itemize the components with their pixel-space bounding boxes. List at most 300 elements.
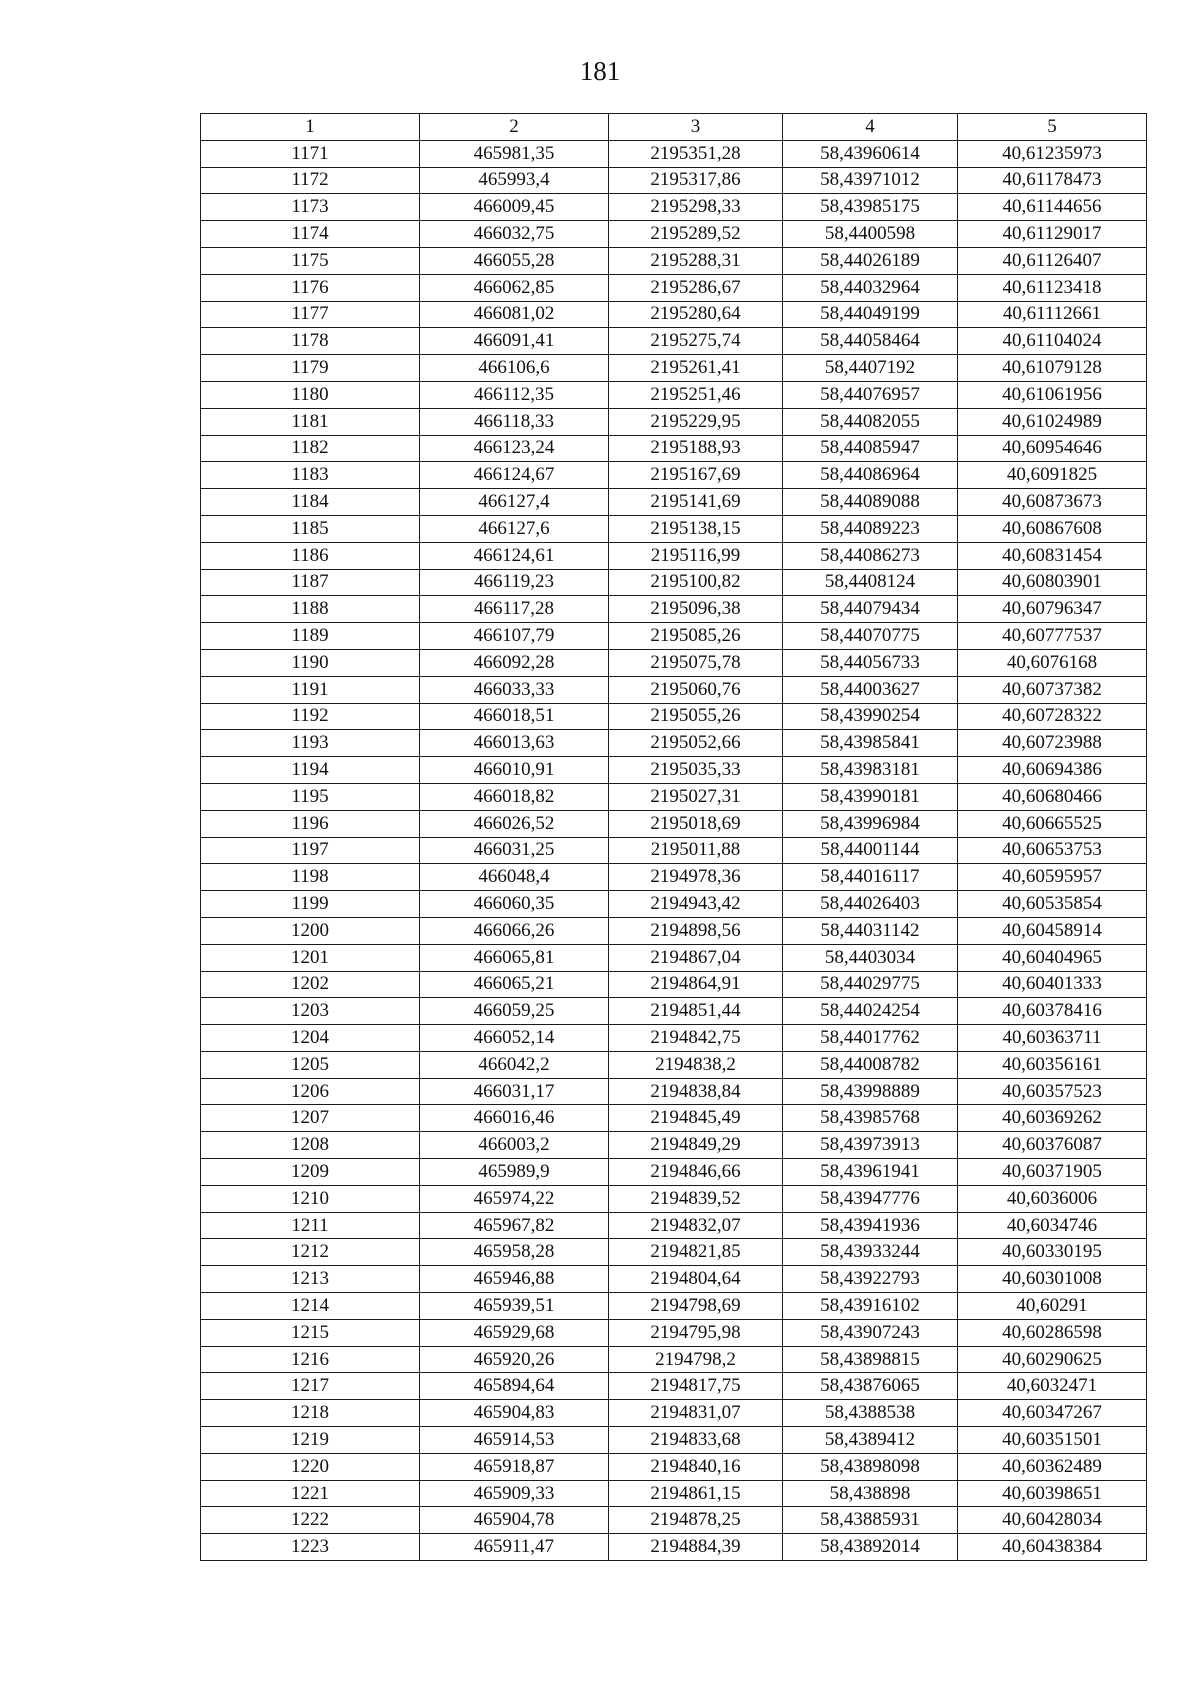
x-coordinate-cell: 466124,67 <box>420 462 609 489</box>
table-header-row <box>201 114 1147 141</box>
point-number-cell: 1205 <box>201 1051 420 1078</box>
latitude-cell: 58,43933244 <box>783 1239 958 1266</box>
y-coordinate-cell: 2194838,84 <box>609 1078 783 1105</box>
longitude-cell: 40,60796347 <box>958 596 1147 623</box>
point-number-cell: 1188 <box>201 596 420 623</box>
point-number-cell: 1217 <box>201 1373 420 1400</box>
y-coordinate-cell: 2195229,95 <box>609 408 783 435</box>
table-row <box>201 1373 1147 1400</box>
latitude-cell: 58,43876065 <box>783 1373 958 1400</box>
y-coordinate-cell: 2195011,88 <box>609 837 783 864</box>
table-row <box>201 1293 1147 1320</box>
x-coordinate-cell: 466065,81 <box>420 944 609 971</box>
longitude-cell: 40,60728322 <box>958 703 1147 730</box>
latitude-cell: 58,43907243 <box>783 1319 958 1346</box>
point-number-cell: 1176 <box>201 274 420 301</box>
longitude-cell: 40,60378416 <box>958 998 1147 1025</box>
y-coordinate-cell: 2194832,07 <box>609 1212 783 1239</box>
table-row <box>201 998 1147 1025</box>
table-row <box>201 1319 1147 1346</box>
longitude-cell: 40,61061956 <box>958 381 1147 408</box>
table-row <box>201 864 1147 891</box>
latitude-cell: 58,43971012 <box>783 167 958 194</box>
table-row <box>201 301 1147 328</box>
point-number-cell: 1203 <box>201 998 420 1025</box>
table-row <box>201 703 1147 730</box>
point-number-cell: 1211 <box>201 1212 420 1239</box>
y-coordinate-cell: 2194978,36 <box>609 864 783 891</box>
x-coordinate-cell: 466013,63 <box>420 730 609 757</box>
latitude-cell: 58,44085947 <box>783 435 958 462</box>
longitude-cell: 40,60737382 <box>958 676 1147 703</box>
table-row <box>201 944 1147 971</box>
x-coordinate-cell: 465974,22 <box>420 1185 609 1212</box>
longitude-cell: 40,60777537 <box>958 623 1147 650</box>
longitude-cell: 40,60286598 <box>958 1319 1147 1346</box>
y-coordinate-cell: 2195100,82 <box>609 569 783 596</box>
y-coordinate-cell: 2194943,42 <box>609 891 783 918</box>
y-coordinate-cell: 2194851,44 <box>609 998 783 1025</box>
table-row <box>201 381 1147 408</box>
y-coordinate-cell: 2194898,56 <box>609 917 783 944</box>
x-coordinate-cell: 465894,64 <box>420 1373 609 1400</box>
point-number-cell: 1198 <box>201 864 420 891</box>
x-coordinate-cell: 465911,47 <box>420 1534 609 1561</box>
latitude-cell: 58,43985175 <box>783 194 958 221</box>
y-coordinate-cell: 2194842,75 <box>609 1025 783 1052</box>
y-coordinate-cell: 2194838,2 <box>609 1051 783 1078</box>
x-coordinate-cell: 466062,85 <box>420 274 609 301</box>
x-coordinate-cell: 466118,33 <box>420 408 609 435</box>
point-number-cell: 1218 <box>201 1400 420 1427</box>
y-coordinate-cell: 2195060,76 <box>609 676 783 703</box>
point-number-cell: 1191 <box>201 676 420 703</box>
table-row <box>201 328 1147 355</box>
point-number-cell: 1174 <box>201 221 420 248</box>
latitude-cell: 58,44001144 <box>783 837 958 864</box>
table-row <box>201 917 1147 944</box>
x-coordinate-cell: 466009,45 <box>420 194 609 221</box>
table-row <box>201 676 1147 703</box>
latitude-cell: 58,43941936 <box>783 1212 958 1239</box>
table-row <box>201 515 1147 542</box>
y-coordinate-cell: 2195027,31 <box>609 783 783 810</box>
table-row <box>201 1534 1147 1561</box>
y-coordinate-cell: 2194804,64 <box>609 1266 783 1293</box>
column-header: 1 <box>201 114 420 141</box>
y-coordinate-cell: 2195096,38 <box>609 596 783 623</box>
point-number-cell: 1214 <box>201 1293 420 1320</box>
longitude-cell: 40,61079128 <box>958 355 1147 382</box>
point-number-cell: 1197 <box>201 837 420 864</box>
longitude-cell: 40,60330195 <box>958 1239 1147 1266</box>
latitude-cell: 58,44089223 <box>783 515 958 542</box>
point-number-cell: 1212 <box>201 1239 420 1266</box>
point-number-cell: 1187 <box>201 569 420 596</box>
x-coordinate-cell: 466031,17 <box>420 1078 609 1105</box>
table-row <box>201 1159 1147 1186</box>
table-row <box>201 1480 1147 1507</box>
table-row <box>201 810 1147 837</box>
point-number-cell: 1196 <box>201 810 420 837</box>
longitude-cell: 40,60438384 <box>958 1534 1147 1561</box>
latitude-cell: 58,44056733 <box>783 649 958 676</box>
y-coordinate-cell: 2195188,93 <box>609 435 783 462</box>
latitude-cell: 58,44070775 <box>783 623 958 650</box>
point-number-cell: 1192 <box>201 703 420 730</box>
longitude-cell: 40,60723988 <box>958 730 1147 757</box>
point-number-cell: 1223 <box>201 1534 420 1561</box>
x-coordinate-cell: 466119,23 <box>420 569 609 596</box>
table-row <box>201 1105 1147 1132</box>
y-coordinate-cell: 2194798,2 <box>609 1346 783 1373</box>
longitude-cell: 40,6091825 <box>958 462 1147 489</box>
latitude-cell: 58,43973913 <box>783 1132 958 1159</box>
table-row <box>201 783 1147 810</box>
latitude-cell: 58,43885931 <box>783 1507 958 1534</box>
longitude-cell: 40,60291 <box>958 1293 1147 1320</box>
x-coordinate-cell: 466117,28 <box>420 596 609 623</box>
x-coordinate-cell: 466031,25 <box>420 837 609 864</box>
point-number-cell: 1193 <box>201 730 420 757</box>
table-body <box>201 140 1147 1560</box>
latitude-cell: 58,44076957 <box>783 381 958 408</box>
longitude-cell: 40,60595957 <box>958 864 1147 891</box>
longitude-cell: 40,6034746 <box>958 1212 1147 1239</box>
x-coordinate-cell: 466107,79 <box>420 623 609 650</box>
longitude-cell: 40,60347267 <box>958 1400 1147 1427</box>
table-row <box>201 891 1147 918</box>
longitude-cell: 40,60831454 <box>958 542 1147 569</box>
y-coordinate-cell: 2195286,67 <box>609 274 783 301</box>
column-header: 5 <box>958 114 1147 141</box>
point-number-cell: 1195 <box>201 783 420 810</box>
x-coordinate-cell: 465981,35 <box>420 140 609 167</box>
point-number-cell: 1190 <box>201 649 420 676</box>
longitude-cell: 40,60694386 <box>958 757 1147 784</box>
longitude-cell: 40,60680466 <box>958 783 1147 810</box>
longitude-cell: 40,61235973 <box>958 140 1147 167</box>
point-number-cell: 1207 <box>201 1105 420 1132</box>
x-coordinate-cell: 466127,6 <box>420 515 609 542</box>
latitude-cell: 58,43990181 <box>783 783 958 810</box>
y-coordinate-cell: 2195138,15 <box>609 515 783 542</box>
y-coordinate-cell: 2195288,31 <box>609 247 783 274</box>
table-row <box>201 1025 1147 1052</box>
latitude-cell: 58,44079434 <box>783 596 958 623</box>
longitude-cell: 40,60357523 <box>958 1078 1147 1105</box>
longitude-cell: 40,61126407 <box>958 247 1147 274</box>
x-coordinate-cell: 466052,14 <box>420 1025 609 1052</box>
longitude-cell: 40,60356161 <box>958 1051 1147 1078</box>
table-row <box>201 1051 1147 1078</box>
longitude-cell: 40,60301008 <box>958 1266 1147 1293</box>
latitude-cell: 58,44082055 <box>783 408 958 435</box>
point-number-cell: 1206 <box>201 1078 420 1105</box>
longitude-cell: 40,60398651 <box>958 1480 1147 1507</box>
point-number-cell: 1186 <box>201 542 420 569</box>
y-coordinate-cell: 2194840,16 <box>609 1453 783 1480</box>
table-row <box>201 1185 1147 1212</box>
y-coordinate-cell: 2195035,33 <box>609 757 783 784</box>
point-number-cell: 1182 <box>201 435 420 462</box>
point-number-cell: 1221 <box>201 1480 420 1507</box>
table-row <box>201 408 1147 435</box>
point-number-cell: 1185 <box>201 515 420 542</box>
y-coordinate-cell: 2194817,75 <box>609 1373 783 1400</box>
y-coordinate-cell: 2194831,07 <box>609 1400 783 1427</box>
point-number-cell: 1208 <box>201 1132 420 1159</box>
point-number-cell: 1204 <box>201 1025 420 1052</box>
point-number-cell: 1209 <box>201 1159 420 1186</box>
latitude-cell: 58,4407192 <box>783 355 958 382</box>
y-coordinate-cell: 2195298,33 <box>609 194 783 221</box>
latitude-cell: 58,44008782 <box>783 1051 958 1078</box>
latitude-cell: 58,43892014 <box>783 1534 958 1561</box>
x-coordinate-cell: 466092,28 <box>420 649 609 676</box>
table-row <box>201 1453 1147 1480</box>
x-coordinate-cell: 465904,83 <box>420 1400 609 1427</box>
point-number-cell: 1177 <box>201 301 420 328</box>
x-coordinate-cell: 466091,41 <box>420 328 609 355</box>
x-coordinate-cell: 465918,87 <box>420 1453 609 1480</box>
latitude-cell: 58,44003627 <box>783 676 958 703</box>
x-coordinate-cell: 466059,25 <box>420 998 609 1025</box>
point-number-cell: 1200 <box>201 917 420 944</box>
latitude-cell: 58,43985841 <box>783 730 958 757</box>
x-coordinate-cell: 466003,2 <box>420 1132 609 1159</box>
latitude-cell: 58,44086964 <box>783 462 958 489</box>
latitude-cell: 58,4400598 <box>783 221 958 248</box>
x-coordinate-cell: 465946,88 <box>420 1266 609 1293</box>
latitude-cell: 58,43985768 <box>783 1105 958 1132</box>
x-coordinate-cell: 465939,51 <box>420 1293 609 1320</box>
longitude-cell: 40,61178473 <box>958 167 1147 194</box>
longitude-cell: 40,61104024 <box>958 328 1147 355</box>
y-coordinate-cell: 2194861,15 <box>609 1480 783 1507</box>
x-coordinate-cell: 466112,35 <box>420 381 609 408</box>
table-row <box>201 649 1147 676</box>
point-number-cell: 1178 <box>201 328 420 355</box>
y-coordinate-cell: 2195167,69 <box>609 462 783 489</box>
x-coordinate-cell: 466018,51 <box>420 703 609 730</box>
x-coordinate-cell: 465958,28 <box>420 1239 609 1266</box>
y-coordinate-cell: 2194795,98 <box>609 1319 783 1346</box>
latitude-cell: 58,44089088 <box>783 489 958 516</box>
longitude-cell: 40,60362489 <box>958 1453 1147 1480</box>
latitude-cell: 58,43990254 <box>783 703 958 730</box>
table-row <box>201 355 1147 382</box>
longitude-cell: 40,61129017 <box>958 221 1147 248</box>
latitude-cell: 58,43922793 <box>783 1266 958 1293</box>
latitude-cell: 58,4388538 <box>783 1400 958 1427</box>
point-number-cell: 1201 <box>201 944 420 971</box>
latitude-cell: 58,44026189 <box>783 247 958 274</box>
latitude-cell: 58,4403034 <box>783 944 958 971</box>
latitude-cell: 58,43916102 <box>783 1293 958 1320</box>
y-coordinate-cell: 2194884,39 <box>609 1534 783 1561</box>
y-coordinate-cell: 2194864,91 <box>609 971 783 998</box>
longitude-cell: 40,60376087 <box>958 1132 1147 1159</box>
point-number-cell: 1179 <box>201 355 420 382</box>
x-coordinate-cell: 466124,61 <box>420 542 609 569</box>
latitude-cell: 58,43961941 <box>783 1159 958 1186</box>
longitude-cell: 40,60371905 <box>958 1159 1147 1186</box>
longitude-cell: 40,61144656 <box>958 194 1147 221</box>
coordinates-table <box>200 113 1147 1561</box>
point-number-cell: 1202 <box>201 971 420 998</box>
longitude-cell: 40,60428034 <box>958 1507 1147 1534</box>
longitude-cell: 40,60954646 <box>958 435 1147 462</box>
y-coordinate-cell: 2195116,99 <box>609 542 783 569</box>
longitude-cell: 40,6076168 <box>958 649 1147 676</box>
point-number-cell: 1220 <box>201 1453 420 1480</box>
latitude-cell: 58,44058464 <box>783 328 958 355</box>
longitude-cell: 40,60803901 <box>958 569 1147 596</box>
point-number-cell: 1171 <box>201 140 420 167</box>
longitude-cell: 40,60458914 <box>958 917 1147 944</box>
y-coordinate-cell: 2194833,68 <box>609 1427 783 1454</box>
x-coordinate-cell: 465909,33 <box>420 1480 609 1507</box>
table-row <box>201 757 1147 784</box>
point-number-cell: 1213 <box>201 1266 420 1293</box>
table-row <box>201 247 1147 274</box>
latitude-cell: 58,44024254 <box>783 998 958 1025</box>
point-number-cell: 1222 <box>201 1507 420 1534</box>
x-coordinate-cell: 466042,2 <box>420 1051 609 1078</box>
x-coordinate-cell: 465989,9 <box>420 1159 609 1186</box>
x-coordinate-cell: 466010,91 <box>420 757 609 784</box>
x-coordinate-cell: 466016,46 <box>420 1105 609 1132</box>
latitude-cell: 58,43998889 <box>783 1078 958 1105</box>
y-coordinate-cell: 2195261,41 <box>609 355 783 382</box>
latitude-cell: 58,44086273 <box>783 542 958 569</box>
longitude-cell: 40,61123418 <box>958 274 1147 301</box>
longitude-cell: 40,60401333 <box>958 971 1147 998</box>
table-row <box>201 596 1147 623</box>
point-number-cell: 1199 <box>201 891 420 918</box>
longitude-cell: 40,60653753 <box>958 837 1147 864</box>
table-row <box>201 1212 1147 1239</box>
y-coordinate-cell: 2195085,26 <box>609 623 783 650</box>
x-coordinate-cell: 465993,4 <box>420 167 609 194</box>
y-coordinate-cell: 2195275,74 <box>609 328 783 355</box>
x-coordinate-cell: 466127,4 <box>420 489 609 516</box>
x-coordinate-cell: 465914,53 <box>420 1427 609 1454</box>
latitude-cell: 58,43996984 <box>783 810 958 837</box>
x-coordinate-cell: 466060,35 <box>420 891 609 918</box>
table-row <box>201 274 1147 301</box>
x-coordinate-cell: 466065,21 <box>420 971 609 998</box>
latitude-cell: 58,44049199 <box>783 301 958 328</box>
table-row <box>201 971 1147 998</box>
y-coordinate-cell: 2195317,86 <box>609 167 783 194</box>
latitude-cell: 58,4408124 <box>783 569 958 596</box>
latitude-cell: 58,44032964 <box>783 274 958 301</box>
y-coordinate-cell: 2195052,66 <box>609 730 783 757</box>
y-coordinate-cell: 2194798,69 <box>609 1293 783 1320</box>
latitude-cell: 58,44029775 <box>783 971 958 998</box>
point-number-cell: 1216 <box>201 1346 420 1373</box>
table-row <box>201 489 1147 516</box>
y-coordinate-cell: 2194878,25 <box>609 1507 783 1534</box>
table-row <box>201 542 1147 569</box>
longitude-cell: 40,61024989 <box>958 408 1147 435</box>
column-header: 4 <box>783 114 958 141</box>
latitude-cell: 58,438898 <box>783 1480 958 1507</box>
x-coordinate-cell: 465920,26 <box>420 1346 609 1373</box>
table-row <box>201 623 1147 650</box>
y-coordinate-cell: 2195055,26 <box>609 703 783 730</box>
y-coordinate-cell: 2195251,46 <box>609 381 783 408</box>
y-coordinate-cell: 2195289,52 <box>609 221 783 248</box>
y-coordinate-cell: 2195141,69 <box>609 489 783 516</box>
y-coordinate-cell: 2194839,52 <box>609 1185 783 1212</box>
point-number-cell: 1181 <box>201 408 420 435</box>
table-row <box>201 140 1147 167</box>
y-coordinate-cell: 2194821,85 <box>609 1239 783 1266</box>
y-coordinate-cell: 2194867,04 <box>609 944 783 971</box>
x-coordinate-cell: 465904,78 <box>420 1507 609 1534</box>
y-coordinate-cell: 2195018,69 <box>609 810 783 837</box>
table-row <box>201 1078 1147 1105</box>
point-number-cell: 1173 <box>201 194 420 221</box>
latitude-cell: 58,43960614 <box>783 140 958 167</box>
x-coordinate-cell: 466123,24 <box>420 435 609 462</box>
table-row <box>201 462 1147 489</box>
longitude-cell: 40,6032471 <box>958 1373 1147 1400</box>
y-coordinate-cell: 2194849,29 <box>609 1132 783 1159</box>
table-row <box>201 837 1147 864</box>
table-row <box>201 167 1147 194</box>
table-row <box>201 1400 1147 1427</box>
table-row <box>201 435 1147 462</box>
y-coordinate-cell: 2195075,78 <box>609 649 783 676</box>
table-row <box>201 1266 1147 1293</box>
table-row <box>201 194 1147 221</box>
table-row <box>201 569 1147 596</box>
x-coordinate-cell: 466018,82 <box>420 783 609 810</box>
latitude-cell: 58,43898815 <box>783 1346 958 1373</box>
latitude-cell: 58,43983181 <box>783 757 958 784</box>
point-number-cell: 1219 <box>201 1427 420 1454</box>
table-row <box>201 730 1147 757</box>
point-number-cell: 1210 <box>201 1185 420 1212</box>
y-coordinate-cell: 2195280,64 <box>609 301 783 328</box>
point-number-cell: 1189 <box>201 623 420 650</box>
x-coordinate-cell: 466081,02 <box>420 301 609 328</box>
y-coordinate-cell: 2194845,49 <box>609 1105 783 1132</box>
latitude-cell: 58,44016117 <box>783 864 958 891</box>
longitude-cell: 40,60404965 <box>958 944 1147 971</box>
point-number-cell: 1215 <box>201 1319 420 1346</box>
table-row <box>201 221 1147 248</box>
point-number-cell: 1184 <box>201 489 420 516</box>
point-number-cell: 1175 <box>201 247 420 274</box>
column-header: 2 <box>420 114 609 141</box>
x-coordinate-cell: 466048,4 <box>420 864 609 891</box>
point-number-cell: 1180 <box>201 381 420 408</box>
y-coordinate-cell: 2194846,66 <box>609 1159 783 1186</box>
latitude-cell: 58,44026403 <box>783 891 958 918</box>
longitude-cell: 40,60873673 <box>958 489 1147 516</box>
point-number-cell: 1194 <box>201 757 420 784</box>
point-number-cell: 1183 <box>201 462 420 489</box>
x-coordinate-cell: 465929,68 <box>420 1319 609 1346</box>
column-header: 3 <box>609 114 783 141</box>
longitude-cell: 40,60369262 <box>958 1105 1147 1132</box>
table-row <box>201 1239 1147 1266</box>
